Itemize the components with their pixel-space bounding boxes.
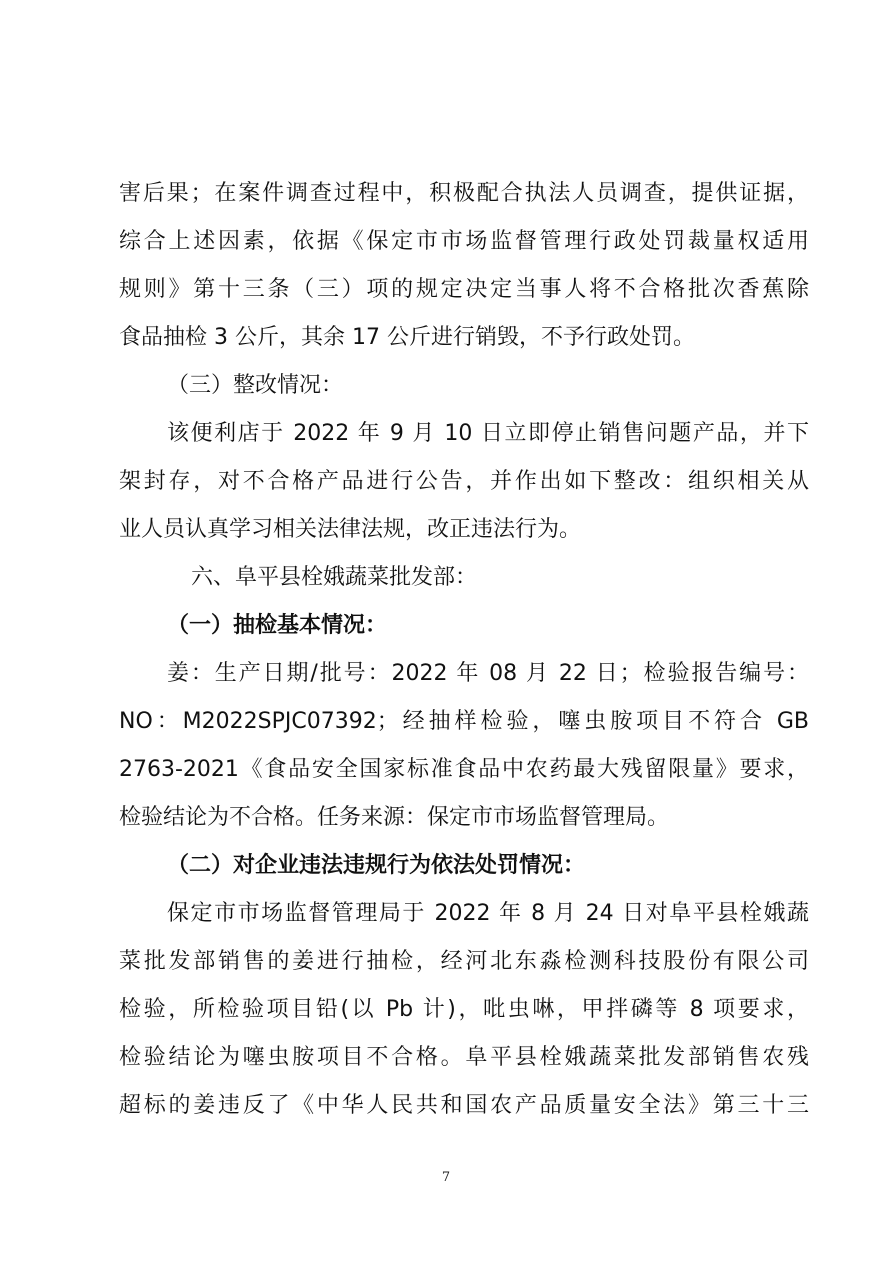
text-line: 2763-2021《食品安全国家标准食品中农药最大残留限量》要求， bbox=[119, 757, 809, 782]
section-heading: 六、阜平县栓娥蔬菜批发部： bbox=[191, 565, 478, 590]
text-line: 超标的姜违反了《中华人民共和国农产品质量安全法》第三十三 bbox=[119, 1093, 809, 1118]
text-line: 食品抽检 3 公斤，其余 17 公斤进行销毁，不予行政处罚。 bbox=[119, 325, 695, 350]
text-line: 规则》第十三条（三）项的规定决定当事人将不合格批次香蕉除 bbox=[119, 277, 809, 302]
page-number: 7 bbox=[441, 1170, 451, 1185]
text-line: NO：M2022SPJC07392；经抽样检验，噻虫胺项目不符合 GB bbox=[119, 709, 809, 734]
subsection-heading: （二）对企业违法违规行为依法处罚情况： bbox=[167, 853, 586, 878]
document-body bbox=[119, 172, 809, 1132]
text-line: 检验，所检验项目铅(以 Pb 计)，吡虫啉，甲拌磷等 8 项要求， bbox=[119, 997, 809, 1022]
text-line: 姜：生产日期/批号：2022 年 08 月 22 日；检验报告编号： bbox=[167, 661, 809, 686]
text-line: 架封存，对不合格产品进行公告，并作出如下整改：组织相关从 bbox=[119, 469, 809, 494]
text-line: 该便利店于 2022 年 9 月 10 日立即停止销售问题产品，并下 bbox=[167, 421, 809, 446]
text-line: 检验结论为不合格。任务来源：保定市市场监督管理局。 bbox=[119, 805, 670, 830]
text-line: 害后果；在案件调查过程中，积极配合执法人员调查，提供证据， bbox=[119, 181, 809, 206]
text-line: 业人员认真学习相关法律法规，改正违法行为。 bbox=[119, 517, 582, 542]
subsection-heading: （一）抽检基本情况： bbox=[167, 613, 388, 638]
text-line: 综合上述因素，依据《保定市市场监督管理行政处罚裁量权适用 bbox=[119, 229, 809, 254]
text-line: 菜批发部销售的姜进行抽检，经河北东淼检测科技股份有限公司 bbox=[119, 949, 809, 974]
text-line: 保定市市场监督管理局于 2022 年 8 月 24 日对阜平县栓娥蔬 bbox=[167, 901, 809, 926]
section-heading: （三）整改情况： bbox=[167, 373, 344, 398]
text-line: 检验结论为噻虫胺项目不合格。阜平县栓娥蔬菜批发部销售农残 bbox=[119, 1045, 809, 1070]
